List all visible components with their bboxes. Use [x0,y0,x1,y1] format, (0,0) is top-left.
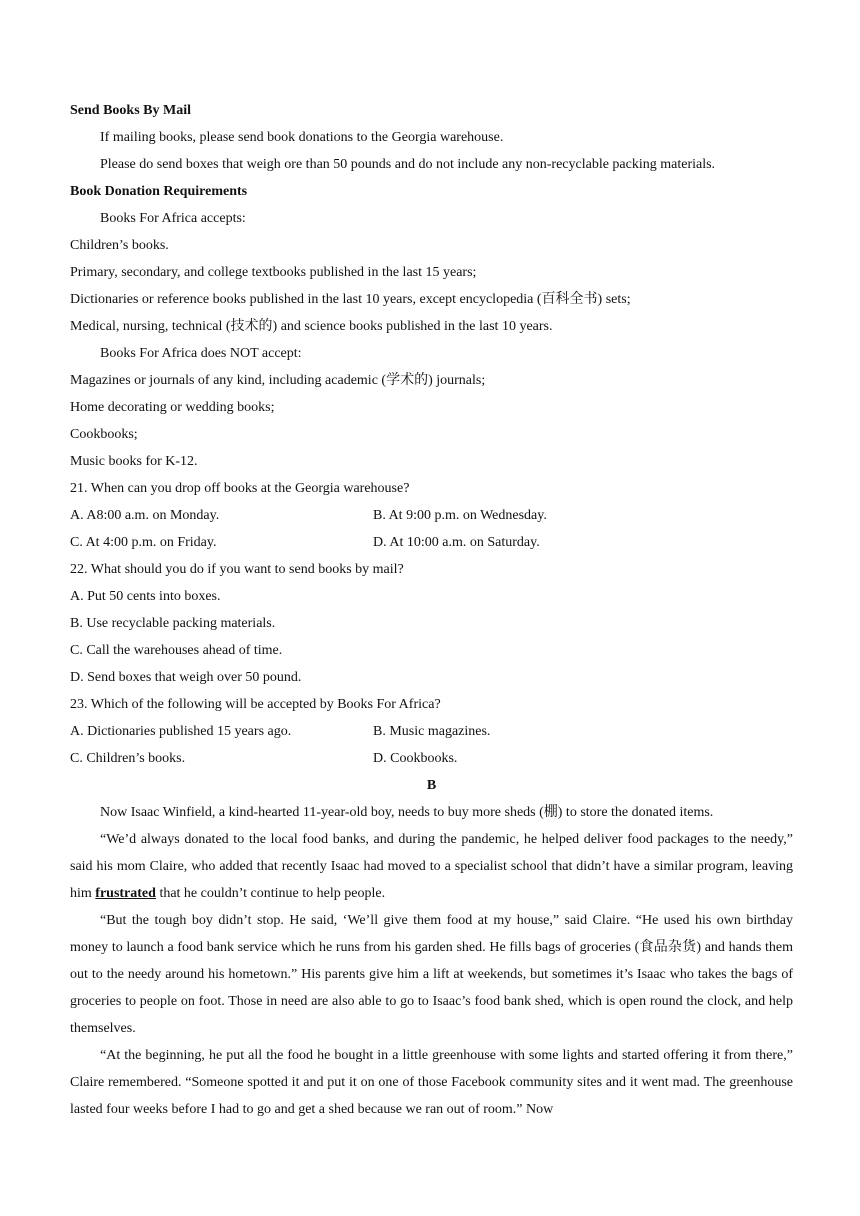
accepts-intro: Books For Africa accepts: [100,211,246,226]
paragraph-text: that he couldn’t continue to help people. [155,886,386,901]
option-d: D. Cookbooks. [373,751,458,766]
rejects-item: Cookbooks; [70,427,138,442]
option-c: C. Children’s books. [70,751,186,766]
question-23-options-row [70,718,793,745]
mail-line-1: If mailing books, please send book donations to the Georgia warehouse. [100,130,504,145]
option-a: A. Put 50 cents into boxes. [70,589,221,604]
mail-line-2: Please do send boxes that weigh ore than 50 pounds and do not include any non-recyclable packing materials. [100,157,716,172]
option-c: C. Call the warehouses ahead of time. [70,643,283,658]
rejects-item: Home decorating or wedding books; [70,400,275,415]
rejects-item: Music books for K-12. [70,454,198,469]
question-23-stem: 23. Which of the following will be accepted by Books For Africa? [70,697,441,712]
requirements-heading: Book Donation Requirements [70,184,248,199]
option-a: A. A8:00 a.m. on Monday. [70,508,220,523]
passage-b-paragraph-3: “But the tough boy didn’t stop. He said, ‘We’ll give them food at my house,” said Claire. “He used his own birthday money to launch a food bank service which he runs from his garden shed. He fills bags of groceries (食品杂货) and hands them out to the needy around his hometown.” His parents give him a lift at weekends, but sometimes it’s Isaac who takes the bags of groceries to people on foot. Those in need are also able to go to Isaac’s food bank shed, which is open round the clock, and help themselves. [70,913,793,1036]
option-d: D. Send boxes that weigh over 50 pound. [70,670,302,685]
option-d: D. At 10:00 a.m. on Saturday. [373,535,540,550]
question-22-stem: 22. What should you do if you want to send books by mail? [70,562,404,577]
accepts-item: Dictionaries or reference books published in the last 10 years, except encyclopedia (百科全书) sets; [70,292,631,307]
option-a: A. Dictionaries published 15 years ago. [70,724,292,739]
passage-b-paragraph-1: Now Isaac Winfield, a kind-hearted 11-year-old boy, needs to buy more sheds (棚) to store the donated items. [100,805,714,820]
mail-section-heading: Send Books By Mail [70,103,191,118]
question-21-options-row [70,502,793,529]
option-b: B. Music magazines. [373,724,491,739]
passage-b-label: B [426,778,437,793]
document-page [70,97,793,1123]
accepts-item: Children’s books. [70,238,169,253]
passage-b-paragraph-4: “At the beginning, he put all the food he bought in a little greenhouse with some lights and started offering it from there,” Claire remembered. “Someone spotted it and put it on one of those Facebook community sites and it went mad. The greenhouse lasted four weeks before I had to go and get a shed because we ran out of room.” Now [70,1048,793,1117]
option-c: C. At 4:00 p.m. on Friday. [70,535,217,550]
underlined-word: frustrated [95,886,156,901]
passage-b-paragraph-2 [70,826,793,907]
accepts-item: Medical, nursing, technical (技术的) and science books published in the last 10 years. [70,319,553,334]
rejects-intro: Books For Africa does NOT accept: [100,346,302,361]
option-b: B. Use recyclable packing materials. [70,616,276,631]
question-21-stem: 21. When can you drop off books at the Georgia warehouse? [70,481,410,496]
question-23-options-row [70,745,793,772]
accepts-item: Primary, secondary, and college textbooks published in the last 15 years; [70,265,477,280]
question-21-options-row [70,529,793,556]
rejects-item: Magazines or journals of any kind, including academic (学术的) journals; [70,373,486,388]
option-b: B. At 9:00 p.m. on Wednesday. [373,508,547,523]
paragraph-text: “We’d always donated to the local food banks, and during the pandemic, he helped deliver food packages to the needy,” said his mom Claire, who added that recently Isaac had moved to a specialist school that didn’t have a similar program, leaving him [70,832,793,901]
